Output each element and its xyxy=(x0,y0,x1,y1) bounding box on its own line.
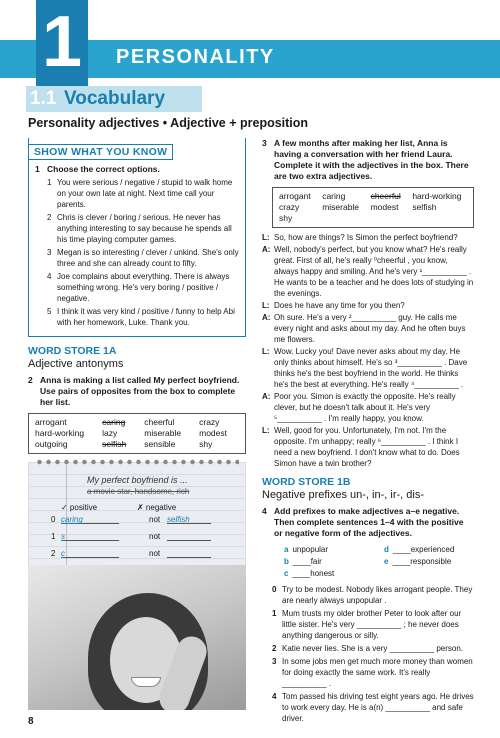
exercise-1-title: 1 Choose the correct options. xyxy=(35,164,160,174)
item-number: 1 xyxy=(47,178,52,187)
word-store-1a-subheading: Adjective antonyms xyxy=(28,358,124,370)
negative-answer xyxy=(167,549,211,558)
exercise-4-title: 4 Add prefixes to make adjectives a–e negative. Then complete sentences 1–4 with the positive or negative form of the adjectives. xyxy=(262,506,464,538)
box-word: hard-working xyxy=(412,191,462,201)
prefix-word: ____experienced xyxy=(392,545,455,554)
item-text: Megan is so interesting / clever / unkind. She's only three and she can already count to fifty. xyxy=(57,248,239,268)
positive-column-header: ✓ positive xyxy=(61,503,98,512)
dialogue xyxy=(262,232,474,469)
box-word: hard-working xyxy=(35,428,85,438)
line-text: So, how are things? Is Simon the perfect boyfriend? xyxy=(274,233,458,242)
sentence-number: 2 xyxy=(272,644,277,653)
box-word: caring xyxy=(102,417,126,427)
word-store-1b-subheading: Negative prefixes un-, in-, ir-, dis- xyxy=(262,489,424,501)
sentence-number: 3 xyxy=(272,657,277,666)
box-word: miserable xyxy=(144,428,182,438)
not-label: not xyxy=(149,532,161,541)
not-label: not xyxy=(149,549,161,558)
unit-title: PERSONALITY xyxy=(116,46,275,68)
page-number: 8 xyxy=(28,716,34,727)
dialogue-line xyxy=(262,232,474,243)
box-word: cheerful xyxy=(144,417,175,427)
negative-answer: selfish xyxy=(167,515,211,524)
lesson-title: Vocabulary xyxy=(64,88,166,109)
prefix-items xyxy=(284,544,474,580)
notebook-row xyxy=(51,532,211,541)
prefix-letter: a xyxy=(284,545,289,554)
prefix-item xyxy=(284,544,384,556)
line-text: Well, good for you. Unfortunately, I'm not. I'm the opposite. I'm unhappy; really ⁶__________ . I think I need a new boyfriend. I don't know what to do. Does Simon have a twin brother? xyxy=(274,426,460,468)
sentence-number: 1 xyxy=(272,609,277,618)
dialogue-line xyxy=(262,244,474,299)
speaker: L: xyxy=(262,347,270,356)
line-text: Does he have any time for you then? xyxy=(274,301,405,310)
prefix-letter: c xyxy=(284,569,289,578)
exercise-4-sentence xyxy=(262,608,474,641)
box-word: caring xyxy=(322,191,346,201)
row-number: 1 xyxy=(51,532,56,541)
speaker: A: xyxy=(262,245,271,254)
notebook-spiral xyxy=(35,457,239,467)
box-word: arrogant xyxy=(35,417,67,427)
word-store-1b-heading: WORD STORE 1B xyxy=(262,476,351,488)
prefix-item xyxy=(384,544,484,556)
word-store-1a-heading: WORD STORE 1A xyxy=(28,345,117,357)
dialogue-line xyxy=(262,312,474,345)
line-text: Well, nobody's perfect, but you know what? He's really great. First of all, he's really ⁰cheerful , you know, always happy and smiling. And he's very ¹__________ . He wants to be a teacher and he does lots of studying in the evenings. xyxy=(274,245,474,298)
positive-answer: s xyxy=(61,532,119,541)
item-text: You were serious / negative / stupid to walk home on your own late at night. Next time call your parents. xyxy=(57,178,233,209)
box-word: sensible xyxy=(144,439,176,449)
speaker: L: xyxy=(262,301,270,310)
sentence-text: Tom passed his driving test eight years ago. He drives to work every day. He is a(n) __________ and safe driver. xyxy=(282,692,474,723)
item-text: Chris is clever / boring / serious. He never has anything interesting to say because he spends all his time playing computer games. xyxy=(57,213,232,244)
notebook-struck-text: a movie star, handsome, rich xyxy=(87,487,190,496)
item-number: 2 xyxy=(47,213,52,222)
box-word: modest xyxy=(199,428,227,438)
speaker: L: xyxy=(262,233,270,242)
notebook-title: My perfect boyfriend is ... xyxy=(87,475,188,485)
prefix-letter: e xyxy=(384,557,389,566)
dialogue-line xyxy=(262,391,474,424)
notebook-row xyxy=(51,515,211,524)
lesson-number: 1.1 xyxy=(30,88,57,109)
negative-column-header: ✗ negative xyxy=(137,503,177,512)
sentence-number: 4 xyxy=(272,692,277,701)
exercise-4-sentence xyxy=(262,691,474,724)
sentence-text: Katie never lies. She is a very __________ person. xyxy=(282,644,464,653)
exercise-2-title: 2 Anna is making a list called My perfect boyfriend. Use pairs of opposites from the box to complete her list. xyxy=(28,375,240,407)
dialogue-line xyxy=(262,346,474,390)
row-number: 2 xyxy=(51,549,56,558)
show-what-you-know-heading: SHOW WHAT YOU KNOW xyxy=(28,144,173,160)
speaker: A: xyxy=(262,392,271,401)
exercise-3-title: 3 A few months after making her list, Anna is having a conversation with her friend Laura. Complete it with the adjectives in the box. There are two extra adjectives. xyxy=(262,138,469,181)
exercise-1-item xyxy=(35,306,239,328)
exercise-1-item xyxy=(35,212,239,245)
prefix-item xyxy=(284,556,384,568)
prefix-letter: d xyxy=(384,545,389,554)
item-number: 3 xyxy=(47,248,52,257)
speaker: A: xyxy=(262,313,271,322)
exercise-4-sentences xyxy=(262,584,474,724)
prefix-item xyxy=(384,556,484,568)
sentence-number: 0 xyxy=(272,585,277,594)
box-word: crazy xyxy=(199,417,220,427)
prefix-word: ____responsible xyxy=(392,557,452,566)
box-word: modest xyxy=(370,202,399,212)
sentence-text: In some jobs men get much more money than women for doing exactly the same work. It's really __________ . xyxy=(282,657,473,688)
dialogue-line xyxy=(262,300,474,311)
box-word: cheerful xyxy=(370,191,401,201)
dialogue-line xyxy=(262,425,474,469)
box-word: shy xyxy=(279,213,293,223)
exercise-4-sentence xyxy=(262,643,474,654)
unit-number: 1 xyxy=(41,2,83,82)
item-number: 5 xyxy=(47,307,52,316)
item-text: Joe complains about everything. There is always something wrong. He's very boring / positive / negative. xyxy=(57,272,230,303)
exercise-1-item xyxy=(35,177,239,210)
prefix-letter: b xyxy=(284,557,289,566)
prefix-item xyxy=(284,568,384,580)
line-text: Oh sure. He's a very ²__________ guy. He calls me every night and asks about my day. And he often buys me flowers. xyxy=(274,313,466,344)
lesson-subtitle: Personality adjectives • Adjective + preposition xyxy=(28,116,309,130)
exercise-4-sentence xyxy=(262,656,474,689)
right-column xyxy=(262,138,474,726)
row-number: 0 xyxy=(51,515,56,524)
prefix-word: unpopular xyxy=(292,545,329,554)
box-word: miserable xyxy=(322,202,360,212)
item-text: I think it was very kind / positive / funny to help Abi with her homework, Luke. Thank you. xyxy=(57,307,235,327)
sentence-text: Mum trusts my older brother Peter to look after our little sister. He's very __________ ; he never does anything dangerous or silly. xyxy=(282,609,462,640)
box-word: lazy xyxy=(102,428,118,438)
exercise-1-items xyxy=(35,177,239,328)
box-word: crazy xyxy=(279,202,300,212)
exercise-2-word-box xyxy=(28,413,246,454)
box-word: selfish xyxy=(412,202,437,212)
line-text: Wow. Lucky you! Dave never asks about my day. He only thinks about himself. He's so ³__________ . Dave thinks he's the best boyfriend in the world. He thinks he's the best at everything. He's really ⁴__________ . xyxy=(274,347,468,389)
box-word: selfish xyxy=(102,439,127,449)
prefix-word: ____fair xyxy=(292,557,322,566)
line-text: Poor you. Simon is exactly the opposite. He's really clever, but he doesn't talk about it. He's very ⁵__________ . I'm really happy, you know. xyxy=(274,392,456,423)
box-word: outgoing xyxy=(35,439,68,449)
item-number: 4 xyxy=(47,272,52,281)
not-label: not xyxy=(149,515,161,524)
notebook-row xyxy=(51,549,211,558)
exercise-1-item xyxy=(35,271,239,304)
negative-answer xyxy=(167,532,211,541)
exercise-1-item xyxy=(35,247,239,269)
exercise-4-sentence xyxy=(262,584,474,606)
woman-thinking-photo xyxy=(28,565,246,710)
exercise-3-word-box xyxy=(272,187,474,228)
box-word: arrogant xyxy=(279,191,311,201)
positive-answer: caring xyxy=(61,515,119,524)
prefix-word: ____honest xyxy=(292,569,335,578)
box-word: shy xyxy=(199,439,213,449)
positive-answer: c xyxy=(61,549,119,558)
show-what-you-know-box xyxy=(28,138,246,337)
speaker: L: xyxy=(262,426,270,435)
left-column xyxy=(28,138,246,622)
sentence-text: Try to be modest. Nobody likes arrogant people. They are nearly always unpopular . xyxy=(282,585,473,605)
